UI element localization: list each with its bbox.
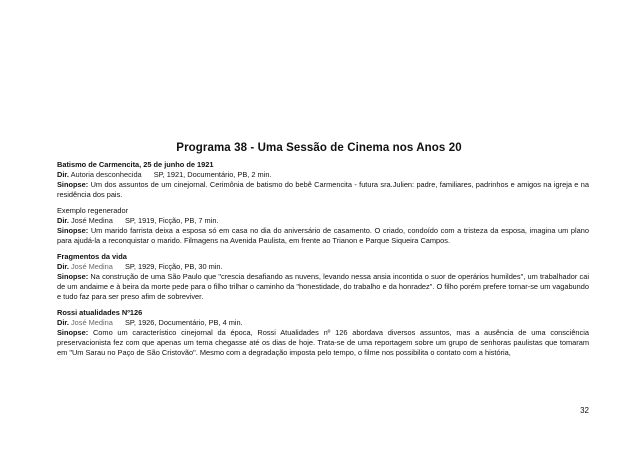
film-title: Fragmentos da vida xyxy=(57,252,127,261)
film-synopsis xyxy=(57,180,589,200)
synopsis-text: Na construção de uma São Paulo que "crescia desafiando as nuvens, levando nessa ansia incontida o suor de operários humildes", um trabalhador cai de um andaime e à beira da morte pede para o filho trilhar o caminho da "honestidade, do trabalho e da honradez". O filho porém prefere tornar-se um vagabundo e tudo faz para ser preso afim de sobreviver. xyxy=(57,272,589,301)
synopsis-text: Como um característico cinejornal da época, Rossi Atualidades nº 126 abordava diversos assuntos, mas a ausência de uma consciência preservacionista fez com que apenas um tema chegasse até os dias de hoje. Trata-se de uma reportagem sobre um grupo de senhoras paulistas que tomaram em "Um Sarau no Paço de São Cristovão". Mesmo com a degradação imposta pelo tempo, o filme nos possibilita o contato com a história, xyxy=(57,328,589,357)
program-title: Programa 38 - Uma Sessão de Cinema nos Anos 20 xyxy=(176,142,462,154)
film-meta: SP, 1919, Ficção, PB, 7 min. xyxy=(124,216,219,225)
synopsis-label: Sinopse: xyxy=(57,180,89,189)
director-label: Dir. xyxy=(57,262,69,271)
film-credits xyxy=(57,216,589,226)
film-entry xyxy=(57,252,589,302)
synopsis-label: Sinopse: xyxy=(57,226,89,235)
film-title: Rossi atualidades Nº126 xyxy=(57,308,143,317)
director-label: Dir. xyxy=(57,216,69,225)
film-meta: SP, 1921, Documentário, PB, 2 min. xyxy=(153,170,272,179)
film-director: Autoria desconhecida xyxy=(70,170,142,179)
synopsis-label: Sinopse: xyxy=(57,272,89,281)
film-credits xyxy=(57,318,589,328)
film-entry xyxy=(57,206,589,246)
synopsis-text: Um dos assuntos de um cinejornal. Cerimônia de batismo do bebê Carmencita - futura sra.Julien: padre, familiares, padrinhos e amigos na igreja e na residência dos pais. xyxy=(57,180,589,199)
film-entry xyxy=(57,160,589,200)
film-synopsis xyxy=(57,328,589,358)
film-meta: SP, 1929, Ficção, PB, 30 min. xyxy=(124,262,223,271)
director-label: Dir. xyxy=(57,318,69,327)
film-title: Exemplo regenerador xyxy=(57,206,129,215)
synopsis-label: Sinopse: xyxy=(57,328,89,337)
film-meta: SP, 1926, Documentário, PB, 4 min. xyxy=(124,318,243,327)
film-director: José Medina xyxy=(70,216,113,225)
film-credits xyxy=(57,170,589,180)
film-synopsis xyxy=(57,272,589,302)
film-director: José Medina xyxy=(70,262,113,271)
film-entry xyxy=(57,308,589,358)
film-director: José Medina xyxy=(70,318,113,327)
film-synopsis xyxy=(57,226,589,246)
film-list xyxy=(57,160,589,364)
film-credits xyxy=(57,262,589,272)
page-number: 32 xyxy=(580,406,589,415)
synopsis-text: Um marido farrista deixa a esposa só em casa no dia do aniversário de casamento. O criado, condoído com a tristeza da esposa, imagina um plano para ajudá-la a reconquistar o marido. Filmagens na Avenida Paulista, em frente ao Trianon e Parque Siqueira Campos. xyxy=(57,226,589,245)
director-label: Dir. xyxy=(57,170,69,179)
film-title: Batismo de Carmencita, 25 de junho de 1921 xyxy=(57,160,214,169)
